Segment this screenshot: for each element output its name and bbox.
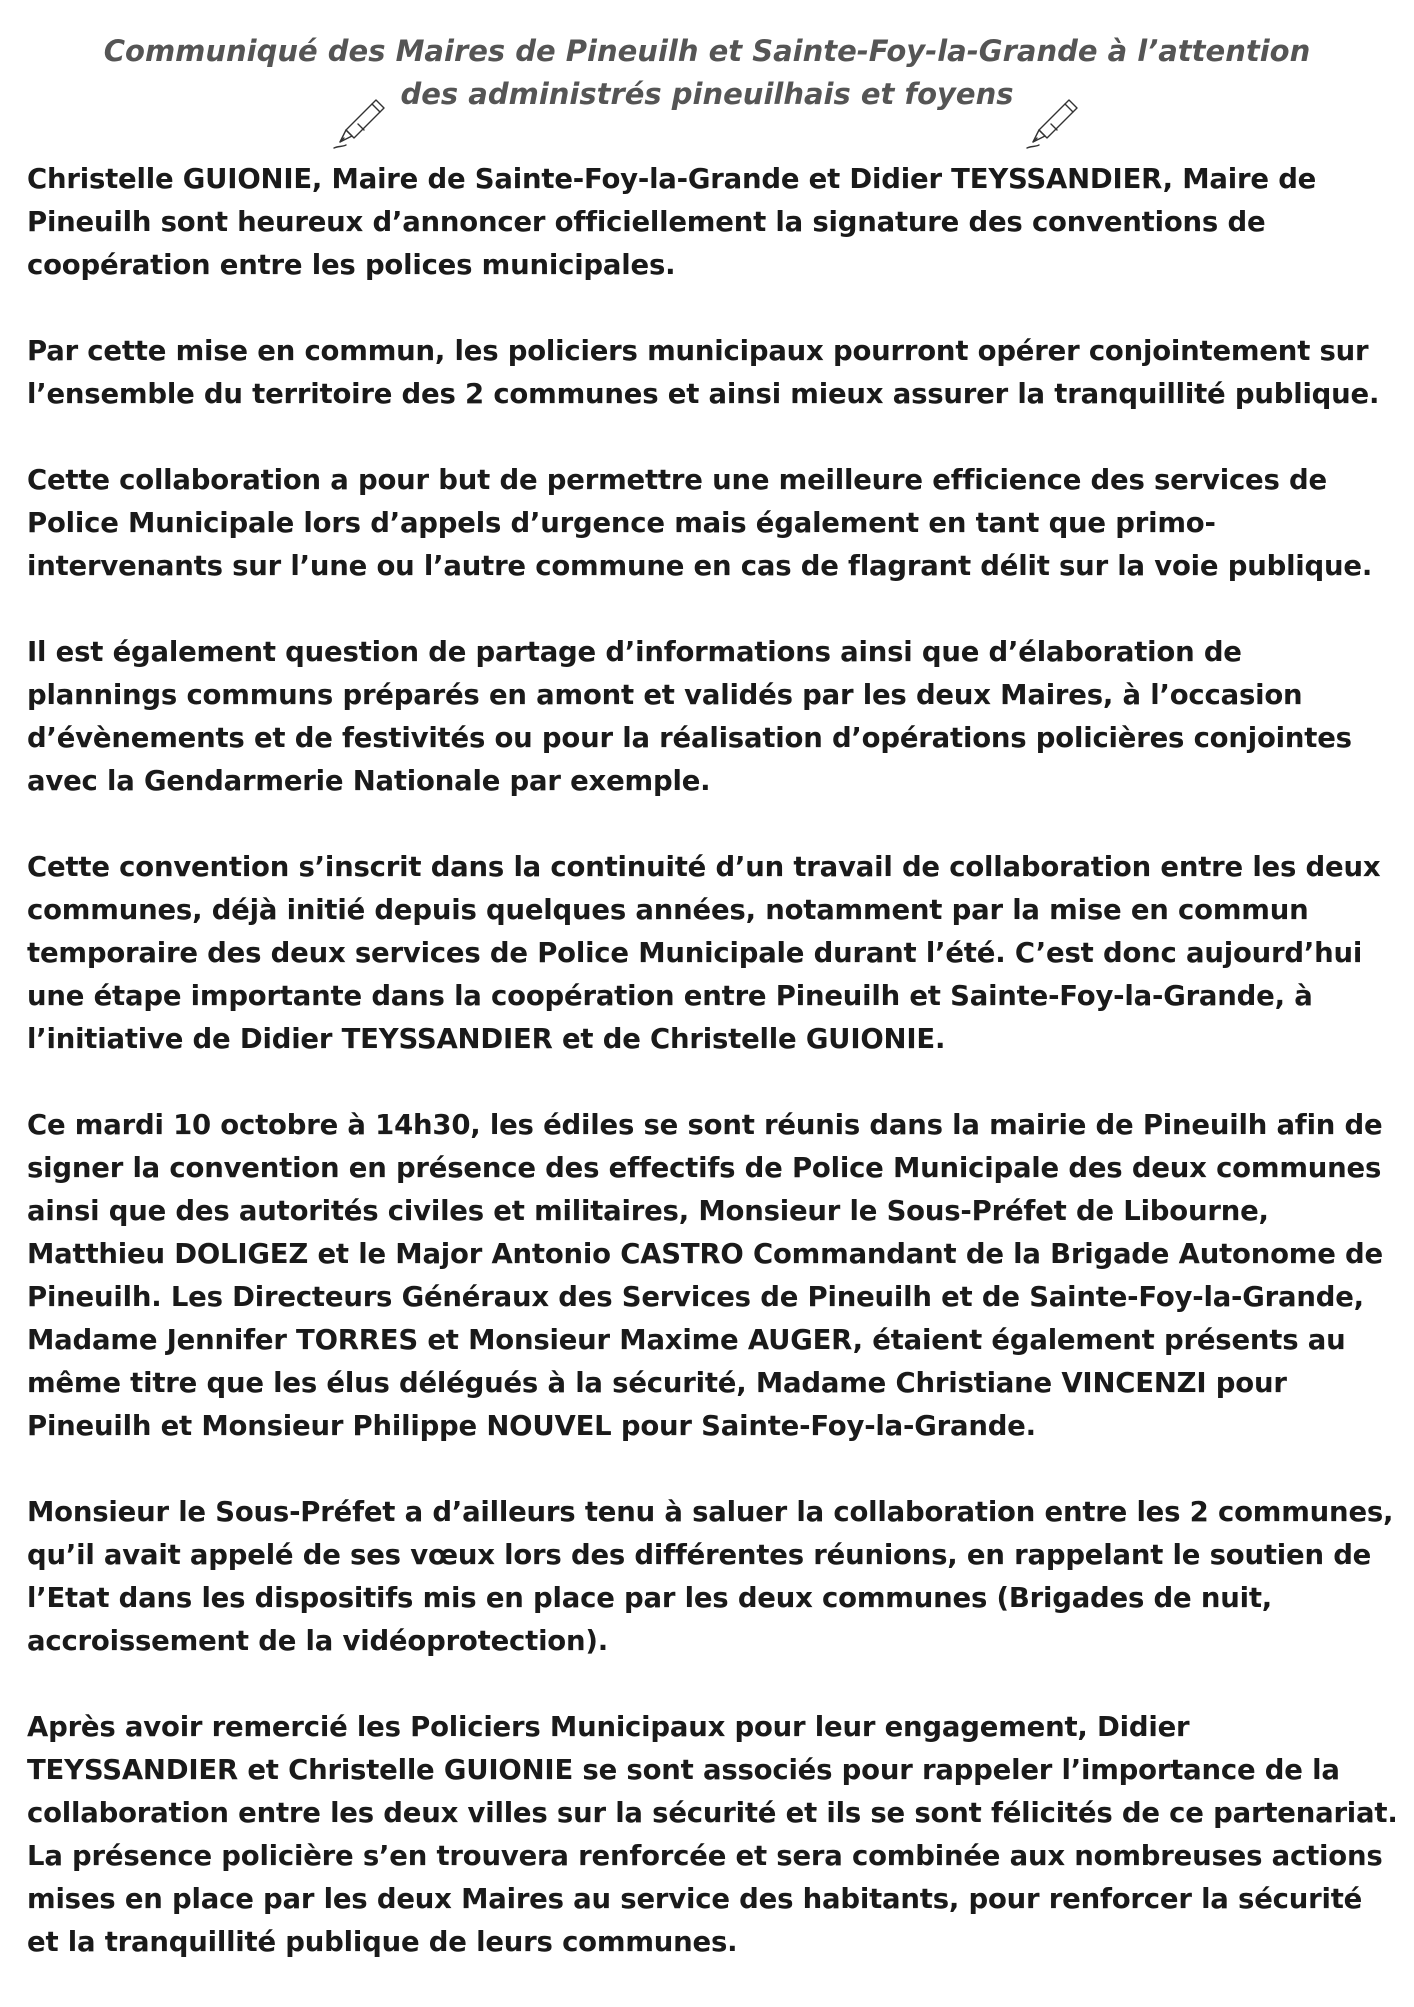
paragraph-line: l’Etat dans les dispositifs mis en place par les deux communes (Brigades de nuit, [27,1582,1273,1614]
paragraph [27,330,1397,416]
paragraph-line: signer la convention en présence des effectifs de Police Municipale des deux communes [27,1152,1382,1184]
paragraph [27,1706,1397,1964]
paragraph-line: ainsi que des autorités civiles et militaires, Monsieur le Sous-Préfet de Libourne, [27,1195,1269,1227]
communique-header [0,30,1414,116]
paragraph [27,459,1397,588]
paragraph-line: intervenants sur l’une ou l’autre commune en cas de flagrant délit sur la voie publique. [27,550,1373,582]
paragraph-line: Ce mardi 10 octobre à 14h30, les édiles se sont réunis dans la mairie de Pineuilh afin de [27,1109,1383,1141]
paragraph-line: collaboration entre les deux villes sur la sécurité et ils se sont félicités de ce partenariat. [27,1797,1398,1829]
paragraph-line: Cette convention s’inscrit dans la continuité d’un travail de collaboration entre les deux [27,851,1381,883]
paragraph-line: même titre que les élus délégués à la sécurité, Madame Christiane VINCENZI pour [27,1367,1287,1399]
paragraph [27,1104,1397,1448]
paragraph-line: La présence policière s’en trouvera renforcée et sera combinée aux nombreuses actions [27,1840,1383,1872]
paragraph-line: plannings communs préparés en amont et validés par les deux Maires, à l’occasion [27,679,1303,711]
paragraph-line: Monsieur le Sous-Préfet a d’ailleurs tenu à saluer la collaboration entre les 2 communes, [27,1496,1394,1528]
paragraph-line: Pineuilh sont heureux d’annoncer officiellement la signature des conventions de [27,206,1266,238]
header-title-line-1: Communiqué des Maires de Pineuilh et Sainte-Foy-la-Grande à l’attention [103,34,1311,68]
paragraph-line: Christelle GUIONIE, Maire de Sainte-Foy-la-Grande et Didier TEYSSANDIER, Maire de [27,163,1317,195]
paragraph-line: accroissement de la vidéoprotection). [27,1625,608,1657]
paragraph-line: temporaire des deux services de Police Municipale durant l’été. C’est donc aujourd’hui [27,937,1363,969]
paragraph-line: Matthieu DOLIGEZ et le Major Antonio CASTRO Commandant de la Brigade Autonome de [27,1238,1383,1270]
paragraph-line: et la tranquillité publique de leurs communes. [27,1926,738,1958]
paragraph-line: Pineuilh. Les Directeurs Généraux des Services de Pineuilh et de Sainte-Foy-la-Grande, [27,1281,1364,1313]
paragraph-line: Après avoir remercié les Policiers Municipaux pour leur engagement, Didier [27,1711,1190,1743]
paragraph-line: d’évènements et de festivités ou pour la réalisation d’opérations policières conjointes [27,722,1352,754]
paragraph [27,631,1397,803]
paragraph-line: avec la Gendarmerie Nationale par exemple. [27,765,711,797]
paragraph-line: l’ensemble du territoire des 2 communes et ainsi mieux assurer la tranquillité publique. [27,378,1380,410]
paragraph-line: mises en place par les deux Maires au service des habitants, pour renforcer la sécurité [27,1883,1363,1915]
paragraph-line: Police Municipale lors d’appels d’urgence mais également en tant que primo- [27,507,1216,539]
paragraph-line: une étape importante dans la coopération entre Pineuilh et Sainte-Foy-la-Grande, à [27,980,1313,1012]
paragraph-line: l’initiative de Didier TEYSSANDIER et de Christelle GUIONIE. [27,1023,946,1055]
paragraph-line: Pineuilh et Monsieur Philippe NOUVEL pour Sainte-Foy-la-Grande. [27,1410,1036,1442]
header-title-line-2: des administrés pineuilhais et foyens [400,77,1014,111]
paragraph-line: qu’il avait appelé de ses vœux lors des différentes réunions, en rappelant le soutien de [27,1539,1372,1571]
paragraph [27,846,1397,1061]
paragraph-line: communes, déjà initié depuis quelques années, notamment par la mise en commun [27,894,1309,926]
paragraph-line: TEYSSANDIER et Christelle GUIONIE se sont associés pour rappeler l’importance de la [27,1754,1340,1786]
fountain-pen-icon [1023,92,1083,152]
paragraph-line: coopération entre les polices municipales. [27,249,676,281]
paragraph [27,158,1397,287]
fountain-pen-icon [330,92,390,152]
communique-body [27,158,1397,2007]
paragraph-line: Cette collaboration a pour but de permettre une meilleure efficience des services de [27,464,1327,496]
paragraph-line: Madame Jennifer TORRES et Monsieur Maxime AUGER, étaient également présents au [27,1324,1346,1356]
paragraph-line: Il est également question de partage d’informations ainsi que d’élaboration de [27,636,1242,668]
paragraph [27,1491,1397,1663]
paragraph-line: Par cette mise en commun, les policiers municipaux pourront opérer conjointement sur [27,335,1369,367]
